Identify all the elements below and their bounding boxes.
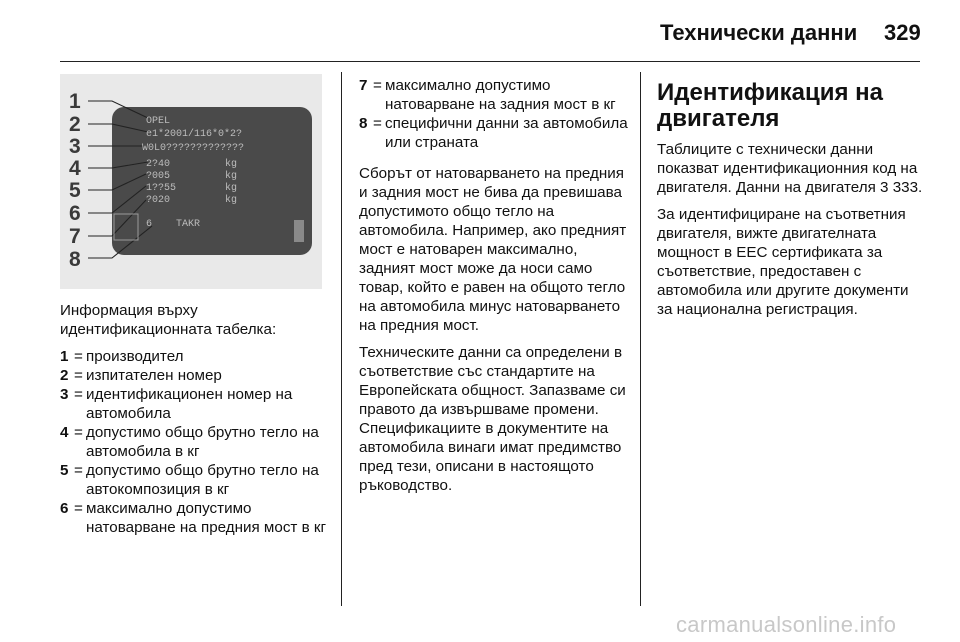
column-divider-2 <box>640 72 641 606</box>
engine-id-text: Таблиците с технически данни показват идентификационния код на двигателя. Данни на двигателя <box>657 141 918 196</box>
legend-item <box>60 499 328 537</box>
legend-list-middle <box>359 76 629 152</box>
legend-equals: = <box>74 462 83 479</box>
axle-load-paragraph: Сборът от натоварването на предния и задния мост не бива да превишава допустимото общо тегло на автомобила. Например, ако предният мост е натоварен максимално, задният мост може да носи само товар, който е равен на общото тегло на автомобила минус натоварването на предния мост. <box>359 165 627 334</box>
legend-number: 6 <box>60 500 69 517</box>
identification-plate-figure <box>60 74 322 289</box>
left-column <box>60 301 328 537</box>
legend-item <box>60 423 328 461</box>
legend-equals: = <box>74 386 83 403</box>
plate-line-manufacturer: OPEL <box>146 116 171 127</box>
technical-data-paragraph: Техническите данни са определени в съответствие със стандартите на Европейската общност. Запазваме си правото да извършваме промени. Спецификациите в документите на автомобила винаги имат предимство пред тези, описани в настоящото ръководство. <box>359 344 626 494</box>
plate-line-front-axle: 1??55 <box>146 183 177 194</box>
legend-description: идентификационен номер на автомобила <box>86 386 293 422</box>
callout-6: 6 <box>69 202 81 225</box>
legend-number: 2 <box>60 367 69 384</box>
plate-line-gcw: ?005 <box>146 171 171 182</box>
legend-item <box>60 366 328 385</box>
callout-5: 5 <box>69 179 81 202</box>
plate-line-code: 6 <box>146 219 153 230</box>
legend-equals: = <box>74 500 83 517</box>
callout-2: 2 <box>69 113 81 136</box>
engine-identification-heading: Идентификация на двигателя <box>657 79 883 132</box>
plate-unit-4: kg <box>225 195 238 206</box>
legend-equals: = <box>373 115 382 132</box>
legend-equals: = <box>74 348 83 365</box>
middle-column <box>359 76 629 503</box>
legend-description: производител <box>86 348 184 365</box>
callout-7: 7 <box>69 225 81 248</box>
legend-item <box>359 76 629 114</box>
legend-description: специфични данни за автомобила или страната <box>385 115 628 151</box>
plate-line-approval: e1*2001/116*0*2? <box>146 129 243 140</box>
legend-equals: = <box>373 77 382 94</box>
column-divider-1 <box>341 72 342 606</box>
legend-number: 5 <box>60 462 69 479</box>
legend-number: 7 <box>359 77 368 94</box>
callout-1: 1 <box>69 90 81 113</box>
plate-line-paint: TAKR <box>176 219 201 230</box>
header-rule <box>60 61 920 62</box>
legend-description: изпитателен номер <box>86 367 222 384</box>
legend-item <box>60 347 328 366</box>
plate-unit-2: kg <box>225 171 238 182</box>
legend-description: допустимо общо брутно тегло на автокомпозиция в кг <box>86 462 319 498</box>
right-column <box>657 80 925 327</box>
legend-item <box>60 461 328 499</box>
plate-line-vin: W0L0????????????? <box>142 143 245 154</box>
plate-intro: Информация върху идентификационната табелка: <box>60 302 277 338</box>
page-header <box>0 0 960 62</box>
watermark: carmanualsonline.info <box>676 612 897 637</box>
page-number: 329 <box>884 20 921 45</box>
callout-3: 3 <box>69 135 81 158</box>
legend-description: максимално допустимо натоварване на задния мост в кг <box>385 77 616 113</box>
plate-unit-3: kg <box>225 183 238 194</box>
page-reference-link[interactable]: 3 333. <box>880 179 923 196</box>
engine-id-paragraph-1 <box>657 140 925 197</box>
legend-number: 3 <box>60 386 69 403</box>
plate-rivet <box>294 220 304 242</box>
legend-number: 4 <box>60 424 69 441</box>
header-title: Технически данни <box>660 20 858 45</box>
legend-number: 8 <box>359 115 368 132</box>
legend-list-left <box>60 347 328 537</box>
legend-description: максимално допустимо натоварване на предния мост в кг <box>86 500 327 536</box>
legend-item <box>359 114 629 152</box>
legend-description: допустимо общо брутно тегло на автомобила в кг <box>86 424 319 460</box>
legend-item <box>60 385 328 423</box>
callout-8: 8 <box>69 248 81 271</box>
plate-line-gvw: 2?40 <box>146 159 171 170</box>
legend-equals: = <box>74 367 83 384</box>
engine-id-paragraph-2: За идентифициране на съответния двигателя, вижте двигателната мощност в ЕЕС сертификата за съответствие, предоставен с автомобила или другите документи за национална регистрация. <box>657 206 909 318</box>
legend-number: 1 <box>60 348 69 365</box>
callout-4: 4 <box>69 157 81 180</box>
plate-line-rear-axle: ?020 <box>146 195 171 206</box>
legend-equals: = <box>74 424 83 441</box>
plate-unit-1: kg <box>225 159 238 170</box>
